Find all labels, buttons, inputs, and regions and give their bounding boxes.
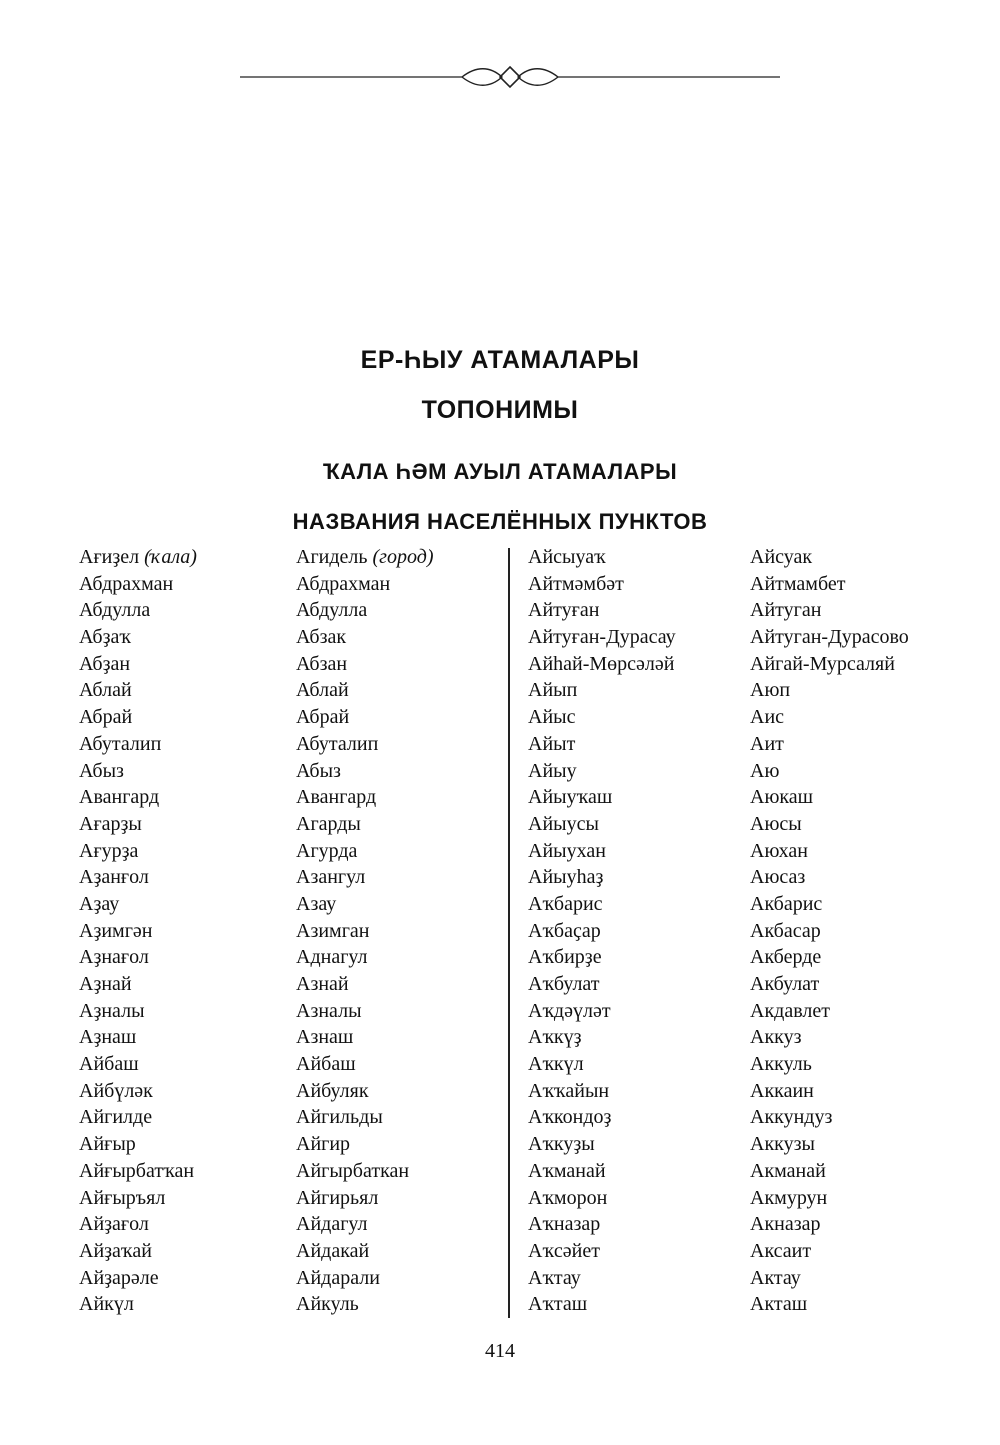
list-item: Аҡбулат xyxy=(528,973,600,995)
subtitle-bashkir: ҠАЛА ҺӘМ АУЫЛ АТАМАЛАРЫ xyxy=(322,459,678,484)
list-item: Аҙналы xyxy=(79,999,145,1022)
list-item: Айып xyxy=(528,679,578,702)
first-entry-bashkir-note: (ҡала) xyxy=(144,546,197,568)
first-entry-russian-note: (город) xyxy=(372,546,434,568)
list-item: Аблай xyxy=(79,679,132,702)
list-item: Акбасар xyxy=(750,919,821,942)
list-item: Айдарали xyxy=(296,1266,380,1289)
list-item: Айсыуаҡ xyxy=(528,546,606,568)
list-item: Абуталип xyxy=(79,732,162,755)
list-item: Азау xyxy=(296,892,337,915)
list-item: Айдакай xyxy=(296,1239,370,1262)
list-item: Аккаин xyxy=(750,1079,814,1102)
list-item: Аҡдәүләт xyxy=(528,999,611,1022)
list-item: Акбарис xyxy=(750,892,823,915)
list-item: Абуталип xyxy=(296,732,379,755)
list-item: Азналы xyxy=(296,999,362,1022)
list-item: Аккузы xyxy=(750,1133,815,1156)
list-item: Айыусы xyxy=(528,812,599,835)
list-item: Абдулла xyxy=(296,599,368,622)
right-bashkir-column xyxy=(528,544,676,1318)
list-item: Айкуль xyxy=(296,1293,359,1316)
list-item: Айҙаҡай xyxy=(79,1239,152,1262)
list-item: Абдулла xyxy=(79,599,151,622)
list-item: Акмурун xyxy=(750,1186,828,1209)
column-divider xyxy=(508,548,510,1318)
list-item: Абрай xyxy=(79,706,133,729)
list-item: Аккуз xyxy=(750,1026,802,1049)
list-item: Айғыръял xyxy=(79,1186,166,1209)
list-item: Айгай-Мурсаляй xyxy=(750,652,895,675)
list-item: Айыухан xyxy=(528,839,606,862)
list-item: Айыу xyxy=(528,759,577,782)
list-item: Аҙанғол xyxy=(79,866,149,889)
list-item: Аҡкондоҙ xyxy=(528,1106,612,1129)
list-item: Аҡморон xyxy=(528,1186,608,1209)
heading-block xyxy=(0,335,1000,547)
list-item: Акбулат xyxy=(750,973,820,995)
list-item: Акдавлет xyxy=(750,999,830,1022)
list-item: Аҙнағол xyxy=(79,946,149,969)
list-item: Айтуған xyxy=(528,599,600,622)
list-item: Аюсаз xyxy=(750,866,806,889)
list-item: Айгильды xyxy=(296,1106,383,1129)
subtitle-russian: НАЗВАНИЯ НАСЕЛЁННЫХ ПУНКТОВ xyxy=(292,509,708,534)
first-entry-bashkir: Ағиҙел xyxy=(79,546,140,568)
list-item: Ағарҙы xyxy=(79,812,142,835)
list-item: Акназар xyxy=(750,1213,821,1236)
list-item: Аҙау xyxy=(79,892,120,915)
list-item: Аҡбарис xyxy=(528,892,603,915)
list-item: Айһай-Мөрсәләй xyxy=(528,652,675,675)
page-number: 414 xyxy=(485,1340,515,1362)
list-item: Айгилде xyxy=(79,1106,153,1129)
list-item: Абзак xyxy=(296,626,347,649)
list-item: Абыз xyxy=(296,759,341,782)
left-bashkir-column xyxy=(79,544,197,1318)
list-item: Абрай xyxy=(296,706,350,729)
list-item: Аҡкуҙы xyxy=(528,1133,595,1156)
list-item: Абдрахман xyxy=(79,572,174,595)
list-item: Аҙнаш xyxy=(79,1026,137,1049)
first-entry-russian: Агидель xyxy=(296,546,368,568)
list-item: Аҡкүҙ xyxy=(528,1026,582,1049)
list-item: Аҙимгән xyxy=(79,919,153,942)
list-item: Абдрахман xyxy=(296,572,391,595)
list-item: Актау xyxy=(750,1266,801,1289)
list-item: Азнаш xyxy=(296,1026,354,1049)
list-item: Аҡтау xyxy=(528,1266,581,1289)
list-item: Айбаш xyxy=(296,1053,356,1076)
list-item: Азангул xyxy=(296,866,366,889)
list-item: Аҡсәйет xyxy=(528,1239,600,1262)
list-item: Аит xyxy=(750,732,784,755)
list-item: Аблай xyxy=(296,679,349,702)
list-item: Аҡбаҫар xyxy=(528,919,601,942)
list-item: Азимган xyxy=(296,919,370,942)
list-item: Абҙан xyxy=(79,652,131,675)
list-item: Акберде xyxy=(750,946,822,969)
list-item: Аҡназар xyxy=(528,1213,601,1236)
list-item: Айсуак xyxy=(750,546,813,568)
list-item: Аю xyxy=(750,759,780,782)
list-item: Аҡташ xyxy=(528,1293,588,1316)
list-item: Айыс xyxy=(528,706,576,729)
list-item: Айгирьял xyxy=(296,1186,379,1209)
left-russian-column xyxy=(296,544,434,1318)
title-bashkir: ЕР-ҺЫУ АТАМАЛАРЫ xyxy=(360,346,640,374)
list-item xyxy=(296,544,434,571)
list-item: Агурда xyxy=(296,839,358,862)
list-item: Айтуған-Дурасау xyxy=(528,626,676,649)
list-item: Акташ xyxy=(750,1293,808,1316)
list-item: Аҡҡайын xyxy=(528,1079,610,1102)
list-item: Аҡкүл xyxy=(528,1053,584,1076)
list-item: Айбаш xyxy=(79,1053,139,1076)
list-item: Айгир xyxy=(296,1133,351,1156)
list-item: Абыз xyxy=(79,759,124,782)
list-item: Айбүләк xyxy=(79,1079,153,1102)
list-item: Авангард xyxy=(296,786,377,809)
list-item: Айтуган-Дурасово xyxy=(750,626,909,649)
list-item: Аднагул xyxy=(296,946,368,969)
list-item: Ағурҙа xyxy=(79,839,139,862)
list-item: Айкүл xyxy=(79,1293,134,1316)
list-item: Аис xyxy=(750,706,785,729)
ornament-divider xyxy=(240,62,780,92)
right-russian-column xyxy=(750,544,909,1318)
list-item: Акманай xyxy=(750,1159,826,1182)
list-item xyxy=(79,544,197,571)
list-item: Айыуһаҙ xyxy=(528,866,604,889)
list-item: Айғыр xyxy=(79,1133,136,1156)
list-item: Аюхан xyxy=(750,839,808,862)
list-item: Айдагул xyxy=(296,1213,368,1236)
list-item: Аюсы xyxy=(750,812,802,835)
list-item: Айтмәмбәт xyxy=(528,572,624,595)
list-item: Айғырбатҡан xyxy=(79,1159,195,1182)
list-item: Айҙағол xyxy=(79,1213,149,1236)
list-item: Азнай xyxy=(296,973,349,995)
list-item: Агарды xyxy=(296,812,361,835)
list-item: Аксаит xyxy=(750,1239,812,1262)
list-item: Айтуган xyxy=(750,599,822,622)
list-item: Аюп xyxy=(750,679,791,702)
list-item: Айгырбаткан xyxy=(296,1159,410,1182)
title-russian: ТОПОНИМЫ xyxy=(421,396,579,424)
list-item: Айбуляк xyxy=(296,1079,369,1102)
list-item: Айтмамбет xyxy=(750,572,846,595)
list-item: Аҡманай xyxy=(528,1159,606,1182)
list-item: Абзан xyxy=(296,652,348,675)
list-item: Аҡбирҙе xyxy=(528,946,602,969)
list-item: Айыт xyxy=(528,732,576,755)
list-item: Аюкаш xyxy=(750,786,814,809)
list-item: Абҙаҡ xyxy=(79,626,131,649)
list-item: Аккундуз xyxy=(750,1106,833,1129)
list-item: Айҙарәле xyxy=(79,1266,159,1289)
list-item: Аҙнай xyxy=(79,973,132,995)
list-item: Айыуҡаш xyxy=(528,786,613,809)
list-item: Авангард xyxy=(79,786,160,809)
list-item: Аккуль xyxy=(750,1053,812,1076)
